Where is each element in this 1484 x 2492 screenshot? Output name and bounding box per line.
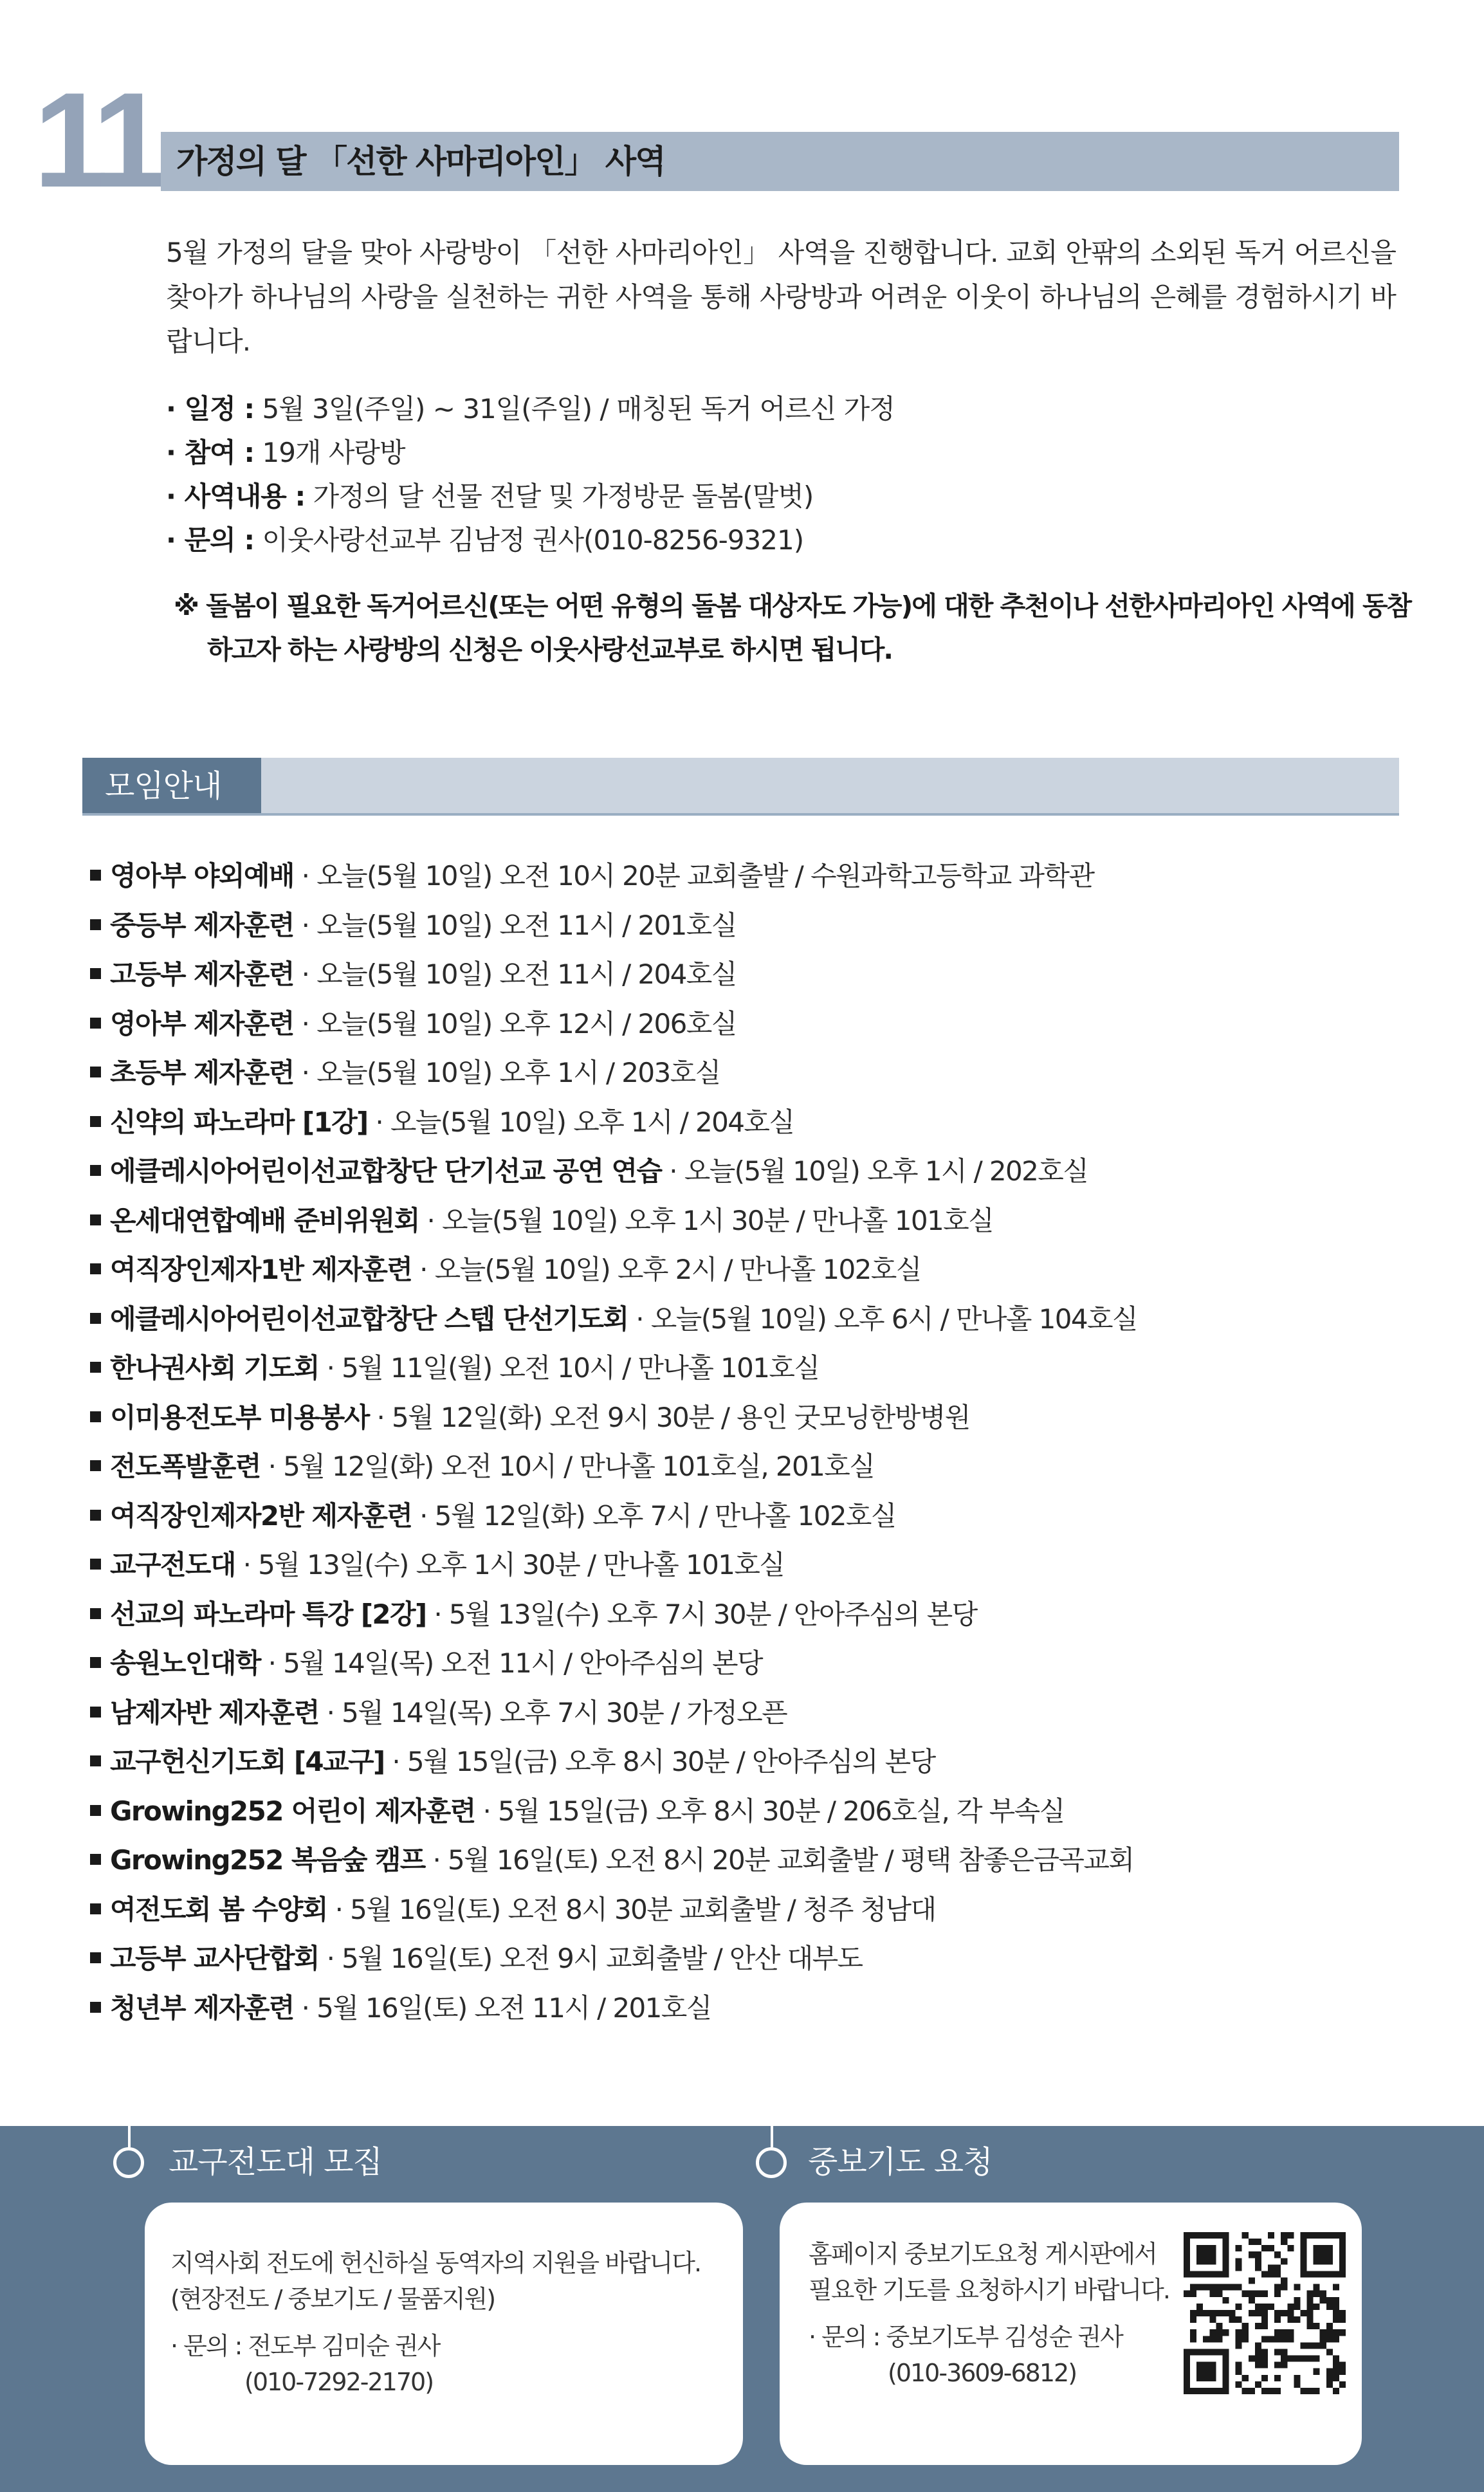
meeting-name: 교구전도대: [110, 1549, 235, 1580]
meeting-name: 영아부 야외예배: [110, 860, 294, 892]
meeting-detail: · 5월 14일(목) 오후 7시 30분 / 가정오픈: [318, 1696, 787, 1728]
meeting-item: [90, 1590, 1137, 1640]
meeting-detail: · 5월 15일(금) 오후 8시 30분 / 안아주심의 본당: [384, 1746, 935, 1777]
meeting-name: 여직장인제자1반 제자훈련: [110, 1254, 412, 1285]
meeting-detail: · 5월 12일(화) 오후 7시 / 만나홀 102호실: [412, 1499, 896, 1532]
info-label: · 문의 :: [166, 524, 255, 556]
meeting-detail: · 5월 16일(토) 오전 11시 / 201호실: [293, 1992, 711, 2024]
meeting-item: [90, 1934, 1137, 1984]
meeting-detail: · 오늘(5월 10일) 오전 10시 20분 교회출발 / 수원과학고등학교 과학관: [293, 860, 1094, 892]
meeting-detail: · 5월 15일(금) 오후 8시 30분 / 206호실, 각 부속실: [475, 1795, 1065, 1827]
bullet-square-icon: [90, 1460, 101, 1471]
bullet-square-icon: [90, 919, 101, 930]
meeting-item: [90, 1787, 1137, 1837]
meeting-item: [90, 1245, 1137, 1295]
contact-label: · 문의 :: [809, 2323, 880, 2351]
meeting-detail: · 5월 16일(토) 오전 8시 20분 교회출발 / 평택 참좋은금곡교회: [425, 1844, 1134, 1876]
meeting-item: [90, 1541, 1137, 1590]
meeting-detail: · 5월 16일(토) 오전 8시 30분 교회출발 / 청주 청남대: [327, 1893, 936, 1925]
meeting-item: [90, 1098, 1137, 1148]
qr-code-icon[interactable]: [1184, 2232, 1346, 2394]
info-label: · 일정 :: [166, 393, 255, 425]
meeting-item: [90, 1196, 1137, 1246]
right-card: [780, 2203, 1362, 2465]
bullet-square-icon: [90, 1313, 101, 1324]
right-connector-line: [771, 2126, 773, 2147]
meeting-detail: · 5월 16일(토) 오전 9시 교회출발 / 안산 대부도: [318, 1943, 863, 1974]
info-item-content: [166, 475, 895, 518]
section-intro: 5월 가정의 달을 맞아 사랑방이 「선한 사마리아인」 사역을 진행합니다. 교회 안팎의 소외된 독거 어르신을 찾아가 하나님의 사랑을 실천하는 귀한 사역을 통해 사랑방과 어려운 이웃이 하나님의 은혜를 경험하시기 바랍니다.: [166, 237, 1396, 357]
meeting-detail: · 오늘(5월 10일) 오후 6시 / 만나홀 104호실: [628, 1303, 1137, 1335]
bullet-square-icon: [90, 1214, 101, 1225]
meeting-item: [90, 1492, 1137, 1541]
meeting-detail: · 오늘(5월 10일) 오전 11시 / 204호실: [293, 958, 737, 990]
meeting-item: [90, 1737, 1137, 1787]
bullet-square-icon: [90, 2002, 101, 2013]
meeting-name: 여직장인제자2반 제자훈련: [110, 1499, 412, 1532]
meeting-detail: · 5월 11일(월) 오전 10시 / 만나홀 101호실: [318, 1352, 820, 1384]
meeting-name: 선교의 파노라마 특강 [2강]: [110, 1598, 426, 1630]
info-item-contact: [166, 518, 895, 562]
info-label: · 참여 :: [166, 437, 255, 468]
right-card-contact: [809, 2319, 1122, 2355]
meeting-detail: · 오늘(5월 10일) 오전 11시 / 201호실: [293, 909, 737, 941]
meetings-divider: [82, 813, 1399, 816]
right-circle-icon: [756, 2147, 787, 2178]
footer: [0, 2126, 1484, 2492]
right-card-phone: (010-3609-6812): [888, 2359, 1077, 2387]
info-item-schedule: [166, 387, 895, 431]
meeting-name: 송원노인대학: [110, 1647, 261, 1679]
meeting-detail: · 5월 14일(목) 오전 11시 / 안아주심의 본당: [260, 1647, 762, 1679]
bullet-square-icon: [90, 1559, 101, 1570]
meeting-detail: · 오늘(5월 10일) 오후 1시 30분 / 만나홀 101호실: [419, 1204, 994, 1236]
section-title-bar: [161, 132, 1399, 191]
meeting-name: Growing252 복음숲 캠프: [110, 1844, 425, 1876]
left-connector-line: [128, 2126, 131, 2147]
bullet-square-icon: [90, 1805, 101, 1816]
bullet-square-icon: [90, 1903, 101, 1914]
meeting-item: [90, 1442, 1137, 1492]
meeting-item: [90, 1295, 1137, 1344]
info-label: · 사역내용 :: [166, 481, 306, 512]
meeting-name: 남제자반 제자훈련: [110, 1696, 319, 1728]
meeting-item: [90, 1885, 1137, 1935]
meetings-header-band: [82, 758, 1399, 814]
meeting-detail: · 5월 12일(화) 오전 9시 30분 / 용인 굿모닝한방병원: [369, 1401, 970, 1433]
meeting-item: [90, 1000, 1137, 1049]
meeting-detail: · 5월 13일(수) 오후 7시 30분 / 안아주심의 본당: [426, 1598, 977, 1630]
bullet-square-icon: [90, 1657, 101, 1668]
left-card-line1: 지역사회 전도에 헌신하실 동역자의 지원을 바랍니다.: [170, 2249, 701, 2277]
meeting-item: [90, 852, 1137, 901]
meetings-list: [90, 852, 1137, 2033]
meetings-header: [82, 758, 261, 814]
meeting-name: 온세대연합예배 준비위원회: [110, 1204, 419, 1236]
meeting-detail: · 5월 13일(수) 오후 1시 30분 / 만나홀 101호실: [235, 1549, 785, 1580]
bullet-square-icon: [90, 968, 101, 979]
meeting-item: [90, 1984, 1137, 2033]
right-card-line2: 필요한 기도를 요청하시기 바랍니다.: [809, 2276, 1169, 2304]
info-item-participants: [166, 431, 895, 475]
meeting-detail: · 오늘(5월 10일) 오후 1시 / 203호실: [293, 1057, 720, 1088]
contact-name: 전도부 김미순 권사: [241, 2332, 440, 2360]
bullet-square-icon: [90, 870, 101, 881]
left-card-contact: [170, 2328, 439, 2364]
meeting-detail: · 오늘(5월 10일) 오후 2시 / 만나홀 102호실: [412, 1254, 921, 1285]
meeting-item: [90, 1049, 1137, 1098]
meeting-detail: · 오늘(5월 10일) 오후 1시 / 204호실: [367, 1106, 794, 1138]
meeting-detail: · 오늘(5월 10일) 오후 1시 / 202호실: [661, 1155, 1088, 1187]
bullet-square-icon: [90, 1854, 101, 1865]
contact-label: · 문의 :: [170, 2332, 242, 2360]
info-value: 5월 3일(주일) ~ 31일(주일) / 매칭된 독거 어르신 가정: [254, 393, 895, 425]
meeting-item: [90, 1147, 1137, 1196]
right-footer-title: 중보기도 요청: [808, 2144, 993, 2180]
bullet-square-icon: [90, 1707, 101, 1718]
meeting-item: [90, 1689, 1137, 1738]
left-circle-icon: [113, 2147, 144, 2178]
meeting-item: [90, 901, 1137, 951]
meeting-name: 한나권사회 기도회: [110, 1352, 319, 1384]
meeting-name: 영아부 제자훈련: [110, 1007, 294, 1040]
meeting-item: [90, 1344, 1137, 1393]
info-value: 19개 사랑방: [254, 437, 405, 468]
meetings-title: 모임안내: [105, 768, 222, 804]
contact-name: 중보기도부 김성순 권사: [879, 2323, 1122, 2351]
meeting-name: 초등부 제자훈련: [110, 1057, 294, 1088]
bullet-square-icon: [90, 1018, 101, 1029]
left-card-line2: (현장전도 / 중보기도 / 물품지원): [170, 2285, 495, 2313]
meeting-name: 고등부 제자훈련: [110, 958, 294, 990]
left-footer-title: 교구전도대 모집: [169, 2144, 382, 2180]
left-card-phone: (010-7292-2170): [244, 2368, 434, 2396]
bullet-square-icon: [90, 1608, 101, 1619]
meeting-name: 전도폭발훈련: [110, 1451, 261, 1482]
meeting-name: 이미용전도부 미용봉사: [110, 1401, 369, 1433]
bullet-square-icon: [90, 1362, 101, 1373]
meeting-name: 여전도회 봄 수양회: [110, 1893, 327, 1925]
meeting-detail: · 오늘(5월 10일) 오후 12시 / 206호실: [293, 1007, 737, 1040]
info-list: [166, 387, 895, 562]
meeting-item: [90, 1639, 1137, 1689]
meeting-name: Growing252 어린이 제자훈련: [110, 1795, 475, 1827]
meeting-name: 고등부 교사단합회: [110, 1943, 319, 1974]
meeting-name: 에클레시아어린이선교합창단 단기선교 공연 연습: [110, 1155, 662, 1187]
bullet-square-icon: [90, 1755, 101, 1766]
meeting-item: [90, 1836, 1137, 1885]
meeting-detail: · 5월 12일(화) 오전 10시 / 만나홀 101호실, 201호실: [260, 1451, 875, 1482]
bullet-square-icon: [90, 1116, 101, 1127]
info-value: 가정의 달 선물 전달 및 가정방문 돌봄(말벗): [305, 481, 814, 512]
left-card: [145, 2203, 743, 2465]
meeting-name: 교구헌신기도회 [4교구]: [110, 1746, 385, 1777]
meeting-item: [90, 1393, 1137, 1443]
bullet-square-icon: [90, 1263, 101, 1274]
meeting-name: 에클레시아어린이선교합창단 스텝 단선기도회: [110, 1303, 628, 1335]
bullet-square-icon: [90, 1165, 101, 1176]
bullet-square-icon: [90, 1067, 101, 1077]
bullet-square-icon: [90, 1411, 101, 1422]
meeting-item: [90, 950, 1137, 1000]
info-value: 이웃사랑선교부 김남정 권사(010-8256-9321): [254, 524, 804, 556]
bullet-square-icon: [90, 1952, 101, 1963]
section-number: 11: [33, 64, 158, 215]
section-title: 가정의 달 「선한 사마리아인」 사역: [176, 143, 665, 180]
right-card-line1: 홈페이지 중보기도요청 게시판에서: [809, 2240, 1157, 2268]
section-note: ※ 돌봄이 필요한 독거어르신(또는 어떤 유형의 돌봄 대상자도 가능)에 대한 추천이나 선한사마리아인 사역에 동참하고자 하는 사랑방의 신청은 이웃사랑선교부로 하시면 됩니다.: [174, 591, 1411, 665]
meeting-name: 중등부 제자훈련: [110, 909, 294, 941]
meeting-name: 신약의 파노라마 [1강]: [110, 1106, 368, 1138]
bullet-square-icon: [90, 1510, 101, 1521]
meeting-name: 청년부 제자훈련: [110, 1992, 294, 2024]
